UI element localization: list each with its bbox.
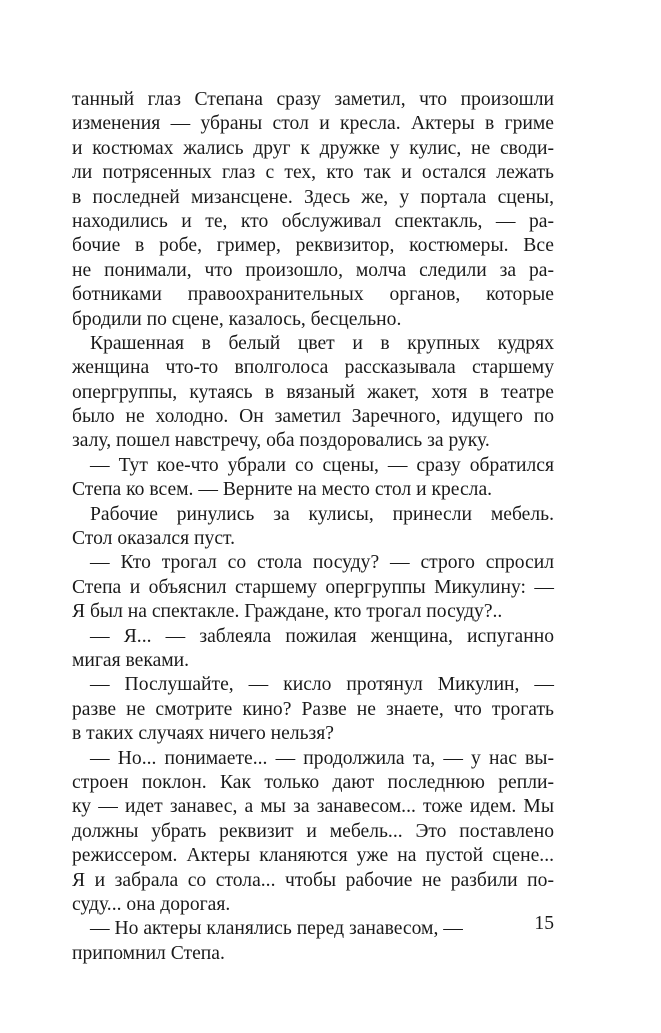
- text-line: разве не смотрите кино? Разве не знаете, что трогать: [72, 698, 554, 720]
- text-line: бочие в робе, гример, реквизитор, костюмеры. Все: [72, 235, 554, 257]
- text-line: женщина что-то вполголоса рассказывала старшему: [72, 357, 554, 379]
- text-line: не понимали, что произошло, молча следили за ра-: [72, 259, 554, 281]
- text-line: бродили по сцене, казалось, бесцельно.: [72, 308, 402, 330]
- page-number: 15: [534, 913, 554, 934]
- text-line: Степа ко всем. — Верните на место стол и кресла.: [72, 479, 493, 501]
- text-line: должны убрать реквизит и мебель... Это поставлено: [72, 820, 554, 842]
- text-line: строен поклон. Как только дают последнюю репли-: [72, 771, 554, 793]
- text-line: — Кто трогал со стола посуду? — строго спросил: [90, 552, 554, 574]
- text-line: и костюмах жались друг к дружке у кулис, не своди-: [72, 137, 554, 159]
- text-line: опергруппы, кутаясь в вязаный жакет, хотя в театре: [72, 381, 554, 403]
- text-line: Крашенная в белый цвет и в крупных кудрях: [90, 332, 554, 354]
- text-line: суду... она дорогая.: [72, 893, 231, 915]
- text-line: ку — идет занавес, а мы за занавесом... тоже идем. Мы: [72, 796, 554, 818]
- page-body: [72, 88, 554, 966]
- text-line: в таких случаях ничего нельзя?: [72, 723, 334, 745]
- text-line: Степа и объяснил старшему опергруппы Микулину: —: [72, 576, 554, 598]
- text-line: Я и забрала со стола... чтобы рабочие не разбили по-: [72, 869, 554, 891]
- text-line: Рабочие ринулись за кулисы, принесли мебель.: [90, 503, 554, 525]
- text-line: ботниками правоохранительных органов, которые: [72, 284, 554, 306]
- text-line: мигая веками.: [72, 649, 190, 671]
- text-line: находились и те, кто обслуживал спектакль, — ра-: [72, 210, 554, 232]
- text-line: Я был на спектакле. Граждане, кто трогал посуду?..: [72, 601, 503, 623]
- text-line: Стол оказался пуст.: [72, 528, 236, 550]
- text-line: танный глаз Степана сразу заметил, что произошли: [72, 89, 554, 110]
- text-line: изменения — убраны стол и кресла. Актеры в гриме: [72, 113, 554, 135]
- text-line: в последней мизансцене. Здесь же, у портала сцены,: [72, 186, 554, 208]
- text-line: — Я... — заблеяла пожилая женщина, испуганно: [90, 625, 554, 647]
- text-line: припомнил Степа.: [72, 942, 225, 964]
- text-line: — Но... понимаете... — продолжила та, — у нас вы-: [90, 747, 554, 769]
- text-line: — Но актеры кланялись перед занавесом, —: [90, 918, 463, 940]
- text-line: ли потрясенных глаз с тех, кто так и остался лежать: [72, 162, 554, 184]
- text-line: режиссером. Актеры кланяются уже на пустой сцене...: [72, 845, 554, 867]
- text-line: — Послушайте, — кисло протянул Микулин, —: [90, 674, 554, 696]
- text-line: залу, пошел навстречу, оба поздоровались за руку.: [72, 430, 490, 452]
- text-line: было не холодно. Он заметил Заречного, идущего по: [72, 406, 554, 428]
- text-line: — Тут кое-что убрали со сцены, — сразу обратился: [90, 454, 554, 476]
